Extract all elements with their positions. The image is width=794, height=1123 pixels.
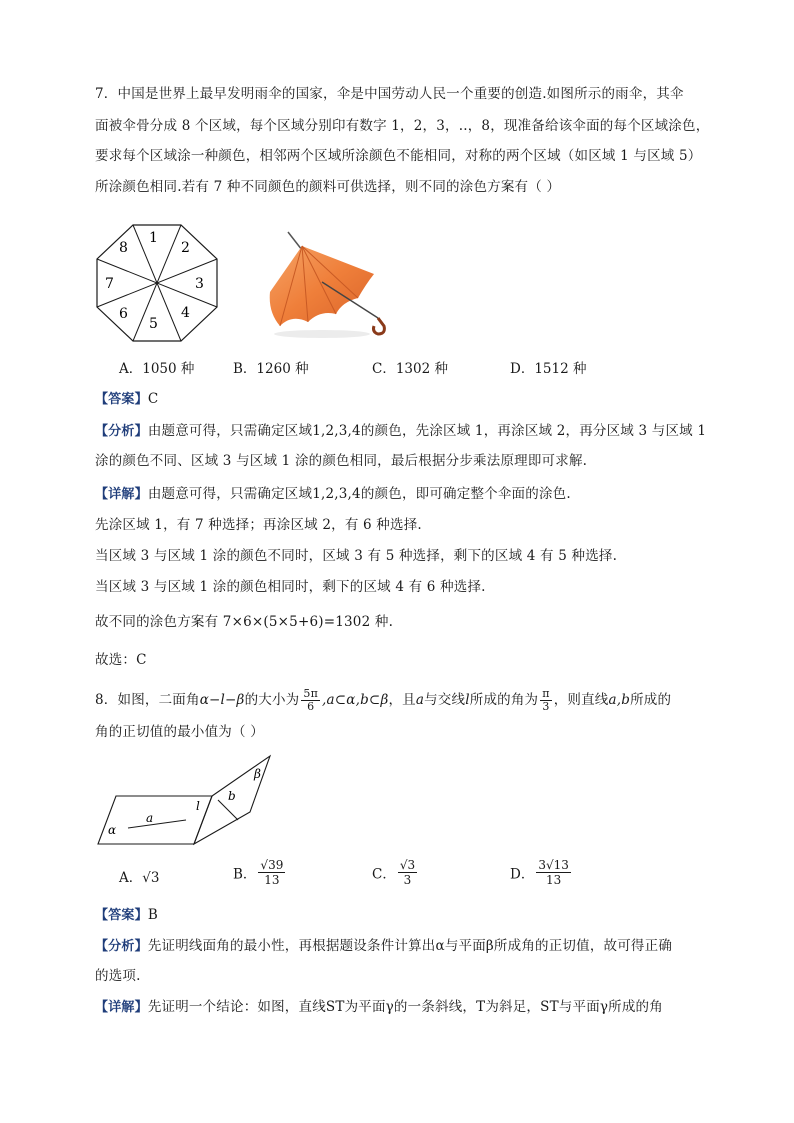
fraction-denominator: 13 xyxy=(545,873,562,887)
q7-detail-line-3: 当区域 3 与区域 1 涂的颜色不同时，区域 3 有 5 种选择，剩下的区域 4 有 5 种选择. xyxy=(95,548,618,564)
fraction-numerator: 3√13 xyxy=(538,858,569,872)
fraction-numerator: √3 xyxy=(399,858,416,872)
fraction-denominator: 13 xyxy=(264,873,280,887)
fraction-denominator: 6 xyxy=(307,700,315,713)
q7-stem-line-4: 所涂颜色相同.若有 7 种不同颜色的颜料可供选择，则不同的涂色方案有（ ） xyxy=(95,179,561,195)
q8-stem-part: ，则直线 xyxy=(553,692,609,708)
option-fraction xyxy=(258,858,285,887)
q8-detail-line-1 xyxy=(95,997,663,1018)
q8-var-a: a xyxy=(415,692,425,708)
q8-var-ab: a,b xyxy=(608,692,631,708)
q8-stem-line-1 xyxy=(95,686,671,714)
option-letter: D． xyxy=(510,866,535,883)
figure-label-b: b xyxy=(228,789,236,803)
option-fraction xyxy=(398,858,417,887)
q8-answer-line xyxy=(95,905,158,926)
q8-detail-text-1: 先证明一个结论：如图，直线ST为平面γ的一条斜线，T为斜足，ST与平面γ所成的角 xyxy=(147,999,663,1015)
q8-var-l: l xyxy=(465,692,470,708)
octagon-label-4: 4 xyxy=(181,305,190,321)
option-letter: A． xyxy=(119,870,143,886)
answer-tag: 【答案】 xyxy=(95,908,148,923)
figure-label-beta: β xyxy=(254,767,261,781)
q7-stem-line-1: 7．中国是世界上最早发明雨伞的国家，伞是中国劳动人民一个重要的创造.如图所示的雨伞，其伞 xyxy=(95,86,684,102)
umbrella-image xyxy=(262,222,400,340)
q8-stem-line-2: 角的正切值的最小值为（ ） xyxy=(95,724,264,740)
q8-fraction-pi-3 xyxy=(540,688,551,713)
q7-detail-line-2: 先涂区域 1，有 7 种选择；再涂区域 2，有 6 种选择. xyxy=(95,517,422,533)
q8-analysis-text-1: 先证明线面角的最小性，再根据题设条件计算出α与平面β所成角的正切值，故可得正确 xyxy=(147,938,673,954)
dihedral-angle-diagram xyxy=(94,752,280,848)
option-fraction xyxy=(536,858,571,887)
q8-subset-relations: ,a⊂α,b⊂β xyxy=(322,692,389,708)
detail-tag: 【详解】 xyxy=(95,1000,148,1015)
fraction-denominator: 3 xyxy=(403,873,412,887)
octagon-label-3: 3 xyxy=(195,276,204,292)
analysis-tag: 【分析】 xyxy=(95,939,148,954)
detail-tag: 【详解】 xyxy=(95,487,148,502)
fraction-numerator: 5π xyxy=(303,687,319,700)
q8-stem-part: 所成的 xyxy=(630,692,672,708)
octagon-label-8: 8 xyxy=(119,240,128,256)
q8-analysis-line-2: 的选项. xyxy=(95,968,141,984)
q7-option-b: B．1260 种 xyxy=(233,361,309,377)
q8-dihedral-angle: α−l−β xyxy=(199,692,245,708)
q8-stem-part: 与交线 xyxy=(424,692,466,708)
fraction-numerator: √39 xyxy=(260,858,284,872)
q8-fraction-5pi-6 xyxy=(301,688,320,713)
option-value: √3 xyxy=(142,870,160,886)
q7-answer: C xyxy=(147,391,159,407)
analysis-tag: 【分析】 xyxy=(95,424,148,439)
q7-option-c: C．1302 种 xyxy=(372,361,448,377)
q7-analysis-text-1: 由题意可得，只需确定区域1,2,3,4的颜色，先涂区域 1，再涂区域 2，再分区域 3 与区域 1 xyxy=(147,423,707,439)
option-letter: C． xyxy=(372,866,396,883)
q7-analysis-line-1 xyxy=(95,421,706,442)
q7-stem-line-2: 面被伞骨分成 8 个区域，每个区域分别印有数字 1，2，3，..，8，现准备给该伞面的每个区域涂色， xyxy=(95,118,710,134)
q8-analysis-line-1 xyxy=(95,936,672,957)
q7-detail-text-1: 由题意可得，只需确定区域1,2,3,4的颜色，即可确定整个伞面的涂色. xyxy=(147,486,571,502)
q8-option-c xyxy=(372,858,419,887)
octagon-diagram xyxy=(93,222,221,344)
answer-tag: 【答案】 xyxy=(95,392,148,407)
q7-detail-line-1 xyxy=(95,484,571,505)
q8-stem-part: 所成的角为 xyxy=(469,692,539,708)
octagon-label-1: 1 xyxy=(149,230,158,246)
q8-answer: B xyxy=(147,907,158,923)
octagon-label-5: 5 xyxy=(149,316,158,332)
q8-stem-part: ，且 xyxy=(388,692,416,708)
octagon-label-2: 2 xyxy=(181,240,190,256)
figure-label-alpha: α xyxy=(108,823,117,837)
figure-label-l: l xyxy=(196,799,200,813)
q8-option-a xyxy=(119,866,159,886)
q7-option-a: A．1050 种 xyxy=(119,361,195,377)
option-letter: B． xyxy=(233,866,257,883)
fraction-denominator: 3 xyxy=(542,700,550,713)
q7-stem-line-3: 要求每个区域涂一种颜色，相邻两个区域所涂颜色不能相同，对称的两个区域（如区域 1 与区域 5） xyxy=(95,148,702,164)
q8-option-d xyxy=(510,858,573,887)
octagon-label-6: 6 xyxy=(119,306,128,322)
q7-detail-line-4: 当区域 3 与区域 1 涂的颜色相同时，剩下的区域 4 有 6 种选择. xyxy=(95,579,486,595)
octagon-label-7: 7 xyxy=(105,276,114,292)
q8-stem-part: 的大小为 xyxy=(244,692,300,708)
figure-label-a: a xyxy=(146,811,154,825)
q7-answer-line xyxy=(95,389,158,410)
q7-option-d: D．1512 种 xyxy=(510,361,587,377)
q8-stem-part: 8．如图，二面角 xyxy=(95,692,200,708)
q7-detail-line-6: 故选：C xyxy=(95,652,147,668)
q7-analysis-line-2: 涂的颜色不同、区域 3 与区域 1 涂的颜色相同，最后根据分步乘法原理即可求解. xyxy=(95,453,588,469)
q7-detail-line-5: 故不同的涂色方案有 7×6×(5×5+6)=1302 种. xyxy=(95,614,394,630)
q8-option-b xyxy=(233,858,287,887)
fraction-numerator: π xyxy=(542,687,550,700)
